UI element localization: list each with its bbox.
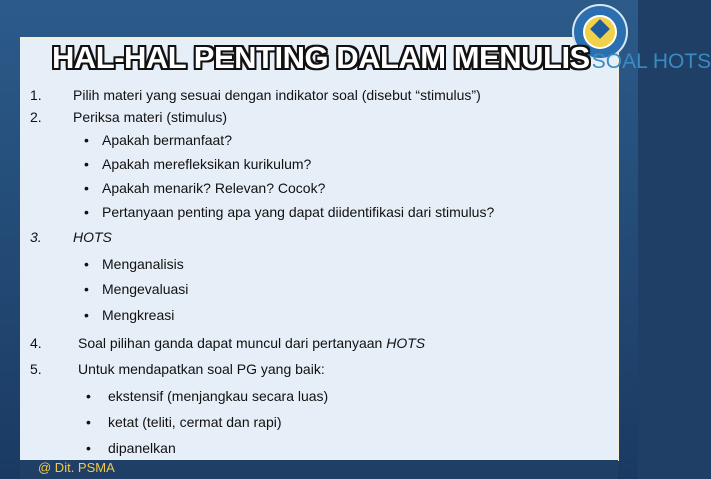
list-number: 1. — [30, 87, 42, 103]
list-item — [0, 87, 638, 107]
bullet-text: Pertanyaan penting apa yang dapat diidentifikasi dari stimulus? — [102, 204, 495, 220]
list-item — [0, 109, 638, 129]
list-text: Pilih materi yang sesuai dengan indikator soal (disebut “stimulus”) — [73, 87, 481, 103]
bullet-text: Apakah menarik? Relevan? Cocok? — [102, 180, 326, 196]
list-number: 3. — [30, 229, 42, 245]
bullet-text: Apakah bermanfaat? — [102, 132, 232, 148]
bullet-icon: • — [84, 180, 89, 196]
sub-bullet — [0, 204, 638, 224]
sub-bullet — [0, 440, 638, 460]
bullet-icon: • — [86, 440, 91, 456]
bullet-text: dipanelkan — [108, 440, 176, 456]
bullet-text: ekstensif (menjangkau secara luas) — [108, 388, 329, 404]
list-text: Periksa materi (stimulus) — [73, 109, 228, 125]
list-item — [0, 229, 638, 249]
list-number: 4. — [30, 335, 42, 351]
list-text-plain: Soal pilihan ganda dapat muncul dari pertanyaan — [78, 335, 387, 351]
list-number: 2. — [30, 109, 42, 125]
list-number: 5. — [30, 361, 42, 377]
list-item — [0, 335, 638, 355]
sub-bullet — [0, 256, 638, 276]
sub-bullet — [0, 307, 638, 327]
bullet-icon: • — [84, 204, 89, 220]
bullet-icon: • — [84, 156, 89, 172]
list-text — [78, 335, 425, 351]
sub-bullet — [0, 388, 638, 408]
bullet-icon: • — [84, 256, 89, 272]
sub-bullet — [0, 156, 638, 176]
list-text: Untuk mendapatkan soal PG yang baik: — [78, 361, 325, 377]
title-rest: SOAL HOTS — [591, 50, 711, 73]
sub-bullet — [0, 180, 638, 200]
sub-bullet — [0, 132, 638, 152]
bullet-text: ketat (teliti, cermat dan rapi) — [108, 414, 282, 430]
list-text-italic: HOTS — [386, 335, 426, 351]
sub-bullet — [0, 414, 638, 434]
bullet-icon: • — [86, 388, 91, 404]
list-item — [0, 361, 638, 381]
bullet-text: Mengevaluasi — [102, 281, 189, 297]
footer-credit: @ Dit. PSMA — [38, 460, 115, 475]
list-text: HOTS — [73, 229, 112, 245]
bullet-icon: • — [84, 307, 89, 323]
bullet-icon: • — [86, 414, 91, 430]
bullet-text: Apakah merefleksikan kurikulum? — [102, 156, 312, 172]
bullet-text: Mengkreasi — [102, 307, 175, 323]
bullet-icon: • — [84, 132, 89, 148]
bullet-text: Menganalisis — [102, 256, 184, 272]
bullet-icon: • — [84, 281, 89, 297]
title-main: HAL-HAL PENTING DALAM MENULIS — [52, 40, 590, 75]
sub-bullet — [0, 281, 638, 301]
